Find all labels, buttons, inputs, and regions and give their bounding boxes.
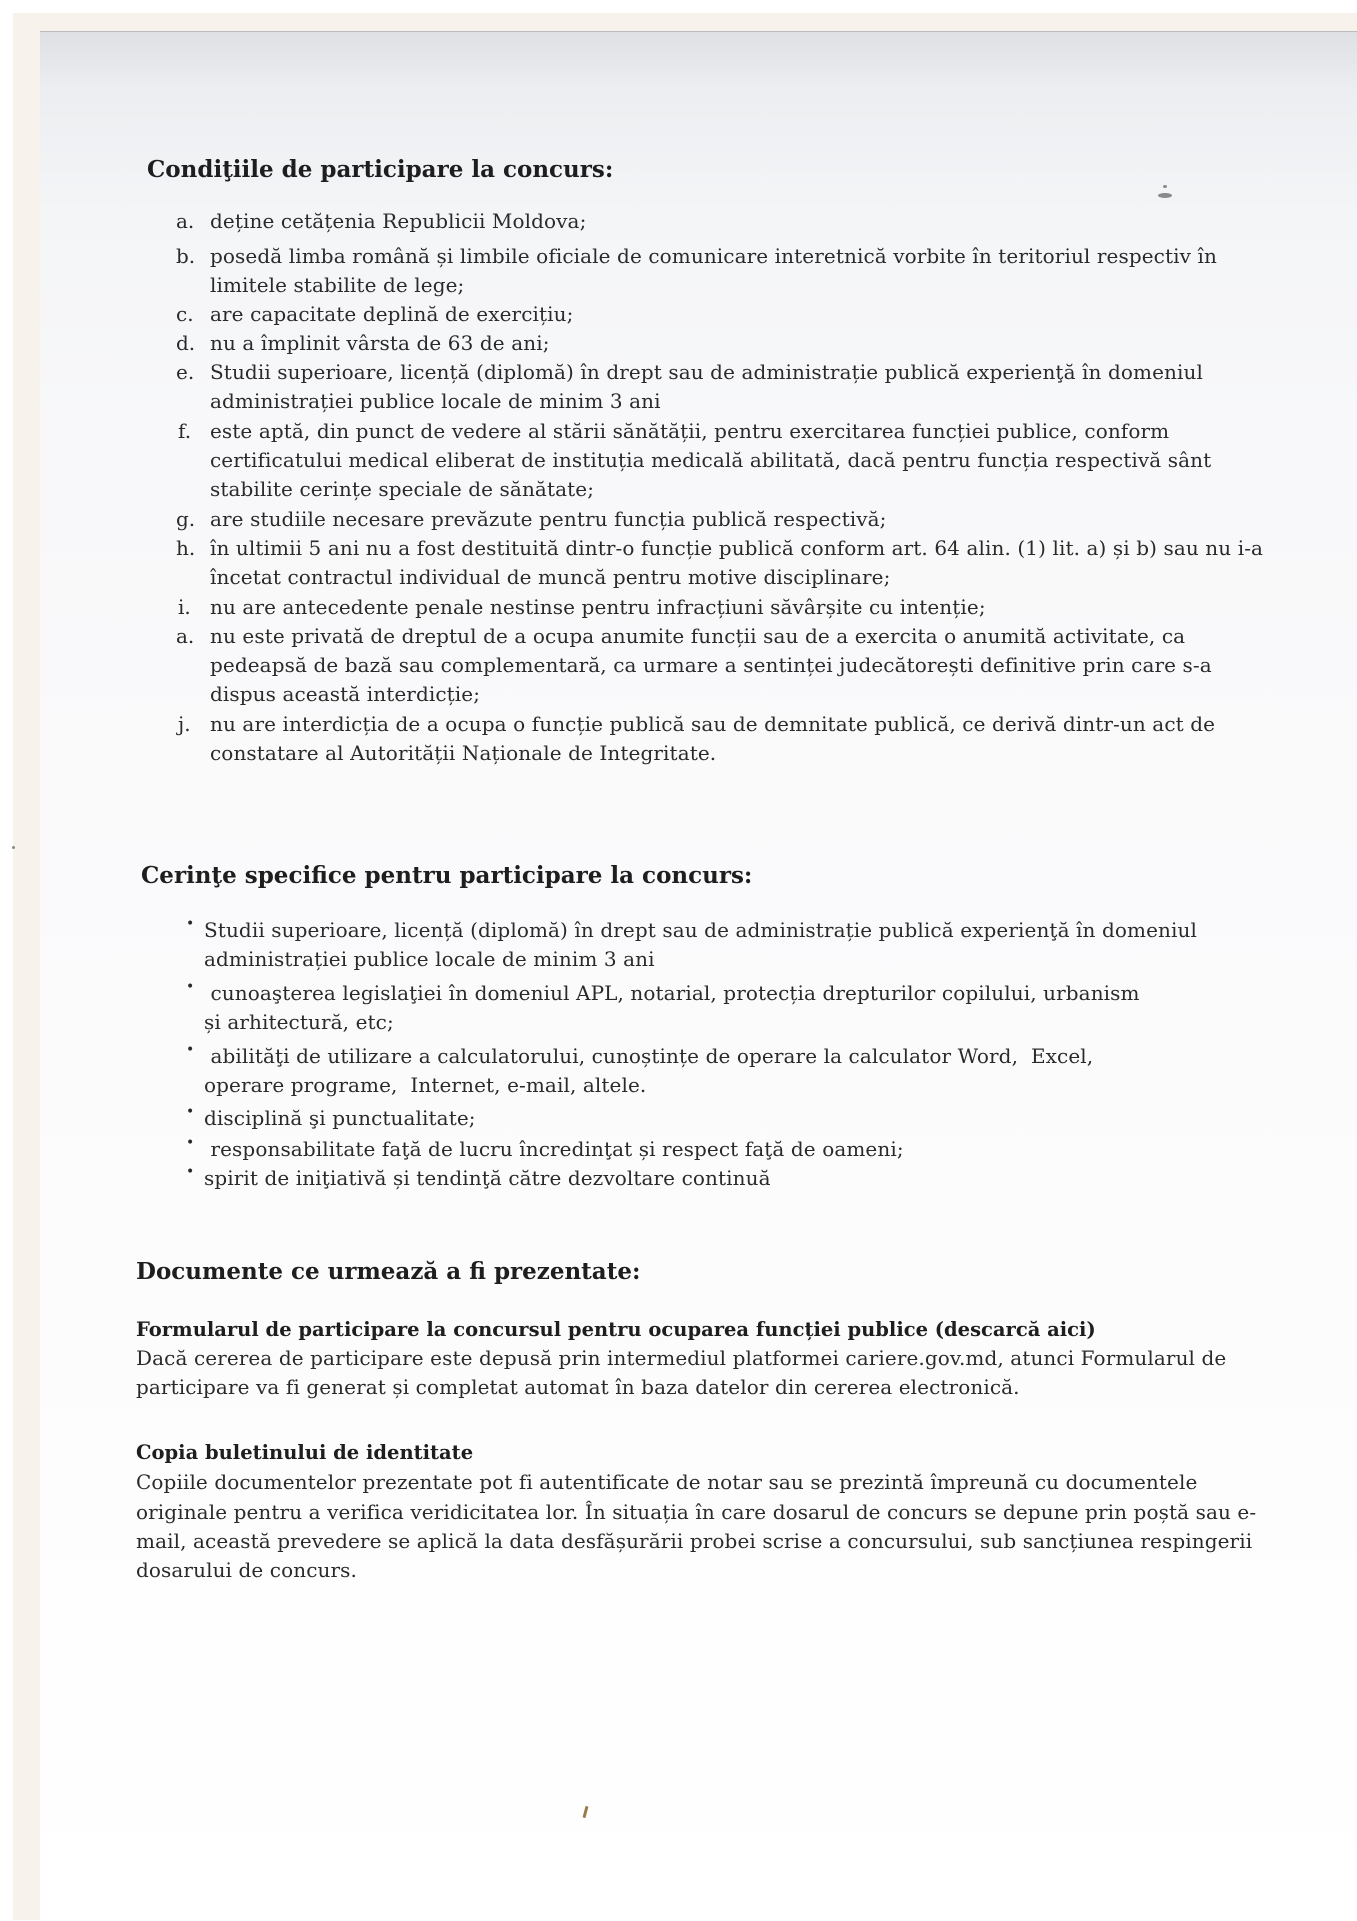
documents-heading: Documente ce urmează a fi prezentate: <box>136 1258 641 1285</box>
list-marker: f. <box>178 419 192 443</box>
condition-line: are studiile necesare prevăzute pentru funcția publică respectivă; <box>210 507 887 531</box>
list-marker: g. <box>176 507 196 531</box>
scan-speck <box>1163 185 1167 188</box>
requirement-line: responsabilitate faţă de lucru încredinţat și respect faţă de oameni; <box>204 1137 904 1161</box>
bullet-icon: • <box>186 1042 195 1058</box>
list-marker: a. <box>176 624 195 648</box>
bullet-icon: • <box>186 1164 195 1180</box>
condition-line: limitele stabilite de lege; <box>210 273 465 297</box>
condition-line: certificatului medical eliberat de instituția medicală abilitată, dacă pentru funcția respectivă sânt <box>210 448 1212 472</box>
requirement-line: și arhitectură, etc; <box>204 1010 394 1034</box>
list-marker: j. <box>178 712 191 736</box>
scan-speck <box>1158 193 1172 198</box>
form-download-link[interactable]: Formularul de participare la concursul pentru ocuparea funcției publice (descarcă aici) <box>136 1318 1096 1341</box>
list-marker: b. <box>176 244 196 268</box>
requirement-line: abilităţi de utilizare a calculatorului, cunoștințe de operare la calculator Word, Excel, <box>204 1044 1094 1068</box>
form-text-line: participare va fi generat și completat automat în baza datelor din cererea electronică. <box>136 1375 1020 1399</box>
condition-line: nu are antecedente penale nestinse pentru infracțiuni săvârșite cu intenție; <box>210 595 986 619</box>
condition-line: încetat contractul individual de muncă pentru motive disciplinare; <box>210 565 891 589</box>
bullet-icon: • <box>186 1104 195 1120</box>
condition-line: în ultimii 5 ani nu a fost destituită dintr-o funcție publică conform art. 64 alin. (1) lit. a) și b) sau nu i-a <box>210 536 1264 560</box>
bullet-icon: • <box>186 979 195 995</box>
condition-line: posedă limba română și limbile oficiale de comunicare interetnică vorbite în teritoriul respectiv în <box>210 244 1217 268</box>
condition-line: constatare al Autorității Naționale de Integritate. <box>210 741 717 765</box>
id-copy-text-line: Copiile documentelor prezentate pot fi autentificate de notar sau se prezintă împreună cu documentele <box>136 1470 1198 1494</box>
requirement-line: Studii superioare, licență (diplomă) în drept sau de administrație publică experienţă în domeniul <box>204 918 1197 942</box>
condition-line: deține cetățenia Republicii Moldova; <box>210 209 587 233</box>
conditions-heading: Condiţiile de participare la concurs: <box>147 156 614 183</box>
list-marker: e. <box>176 360 195 384</box>
condition-line: dispus această interdicție; <box>210 682 481 706</box>
scan-speck <box>12 846 15 849</box>
condition-line: are capacitate deplină de exercițiu; <box>210 302 574 326</box>
list-marker: c. <box>176 302 194 326</box>
condition-line: administrației publice locale de minim 3 ani <box>210 389 661 413</box>
id-copy-heading: Copia buletinului de identitate <box>136 1441 474 1464</box>
form-text-line: Dacă cererea de participare este depusă prin intermediul platformei cariere.gov.md, atunci Formularul de <box>136 1346 1227 1370</box>
condition-line: pedeapsă de bază sau complementară, ca urmare a sentinței judecătorești definitive prin care s-a <box>210 653 1212 677</box>
id-copy-text-line: dosarului de concurs. <box>136 1558 357 1582</box>
form-heading[interactable] <box>136 1318 1096 1342</box>
requirements-heading: Cerinţe specifice pentru participare la concurs: <box>141 862 753 889</box>
requirement-line: disciplină şi punctualitate; <box>204 1106 476 1130</box>
list-marker: i. <box>178 595 191 619</box>
requirement-line: cunoaşterea legislaţiei în domeniul APL, notarial, protecția drepturilor copilului, urbanism <box>204 981 1140 1005</box>
condition-line: nu este privată de dreptul de a ocupa anumite funcții sau de a exercita o anumită activitate, ca <box>210 624 1186 648</box>
bullet-icon: • <box>186 916 195 932</box>
condition-line: este aptă, din punct de vedere al stării sănătății, pentru exercitarea funcției publice, conform <box>210 419 1170 443</box>
condition-line: nu are interdicția de a ocupa o funcție publică sau de demnitate publică, ce derivă dintr-un act de <box>210 712 1216 736</box>
bullet-icon: • <box>186 1135 195 1151</box>
requirement-line: operare programe, Internet, e-mail, altele. <box>204 1073 647 1097</box>
list-marker: h. <box>176 536 196 560</box>
condition-line: stabilite cerințe speciale de sănătate; <box>210 477 595 501</box>
id-copy-text-line: originale pentru a verifica veridicitatea lor. În situația în care dosarul de concurs se depune prin poștă sau e- <box>136 1500 1257 1524</box>
requirement-line: spirit de iniţiativă și tendinţă către dezvoltare continuă <box>204 1166 771 1190</box>
requirement-line: administrației publice locale de minim 3 ani <box>204 947 655 971</box>
id-copy-text-line: mail, această prevedere se aplică la data desfășurării probei scrise a concursului, sub sancțiunea respingerii <box>136 1529 1253 1553</box>
condition-line: Studii superioare, licență (diplomă) în drept sau de administrație publică experienţă în domeniul <box>210 360 1203 384</box>
condition-line: nu a împlinit vârsta de 63 de ani; <box>210 331 550 355</box>
list-marker: d. <box>176 331 196 355</box>
list-marker: a. <box>176 209 195 233</box>
